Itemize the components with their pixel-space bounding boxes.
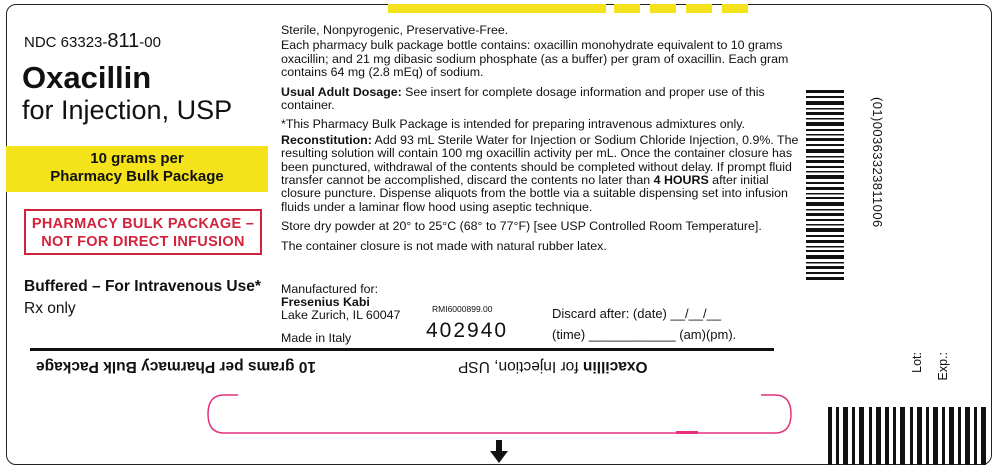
top-color-segment xyxy=(650,4,676,13)
divider-line xyxy=(30,348,774,351)
drug-name: Oxacillin xyxy=(22,60,152,95)
made-in: Made in Italy xyxy=(281,331,352,345)
ndc-number: NDC 63323-811-00 xyxy=(24,30,161,52)
buffered-statement: Buffered – For Intravenous Use* xyxy=(24,278,261,295)
top-color-segment xyxy=(686,4,712,13)
sterile-statement: Sterile, Nonpyrogenic, Preservative-Free. xyxy=(281,23,509,37)
drug-subtitle: for Injection, USP xyxy=(22,95,233,125)
warning-box xyxy=(24,209,262,255)
barcode-vertical xyxy=(806,90,844,280)
lot-number: 402940 xyxy=(426,319,509,342)
discard-time: (time) ____________ (am)(pm). xyxy=(552,327,737,342)
manufacturer-info xyxy=(281,283,400,322)
reconstitution-statement: Reconstitution: Add 93 mL Sterile Water for Injection or Sodium Chloride Injection, 0.9%. The resulting solution will contain 100 mg oxacillin activity per mL. Once the container closure has been punctured, withdrawal of the contents should be completed without delay. If prompt fluid transfer cannot be accomplished, discard the contents no later than 4 HOURS after initial closure puncture. Dispense aliquots from the bottle via a suitable dispensing set into infusion fluids under a laminar flow hood using aseptic technique. xyxy=(281,132,799,214)
warning-line-1: PHARMACY BULK PACKAGE – xyxy=(31,216,255,232)
flipped-strength: 10 grams per Pharmacy Bulk Package xyxy=(36,358,317,375)
manufacturer-label: Manufactured for: xyxy=(281,282,379,296)
manufacturer-address: Lake Zurich, IL 60047 xyxy=(281,308,401,322)
bulk-package-note: *This Pharmacy Bulk Package is intended for preparing intravenous admixtures only. xyxy=(281,117,745,132)
strength-line-2: Pharmacy Bulk Package xyxy=(50,168,224,185)
barcode-bottom xyxy=(828,407,992,465)
manufacturer-name: Fresenius Kabi xyxy=(281,295,370,309)
contents-statement: Each pharmacy bulk package bottle contains: oxacillin monohydrate equivalent to 10 grams oxacillin; and 21 mg dibasic sodium phosphate (as a buffer) per gram of oxacillin. Each gram contains 64 mg (2.8 mEq) of sodium. xyxy=(281,38,789,80)
tear-off-perforation xyxy=(206,393,793,435)
top-color-segment xyxy=(614,4,640,13)
dosage-statement: Usual Adult Dosage: See insert for complete dosage information and proper use of this container. xyxy=(281,84,765,113)
storage-statement: Store dry powder at 20° to 25°C (68° to 77°F) [see USP Controlled Room Temperature]. xyxy=(281,219,762,234)
barcode-number: (01)00363323811006 xyxy=(870,97,885,228)
label-body-text xyxy=(281,24,799,259)
top-color-segment xyxy=(722,4,748,13)
rx-only: Rx only xyxy=(24,300,76,317)
flipped-drug-name: Oxacillin for Injection, USP xyxy=(458,358,648,375)
strength-line-1: 10 grams per xyxy=(90,150,184,167)
latex-statement: The container closure is not made with natural rubber latex. xyxy=(281,238,607,253)
strength-box xyxy=(6,146,268,192)
lot-code: RMI6000899.00 xyxy=(432,304,493,314)
exp-label: Exp.: xyxy=(936,352,950,381)
lot-label: Lot: xyxy=(910,352,924,373)
discard-date: Discard after: (date) __/__/__ xyxy=(552,306,722,321)
down-arrow-icon xyxy=(490,440,508,464)
top-color-bar xyxy=(388,4,606,13)
warning-line-2: NOT FOR DIRECT INFUSION xyxy=(41,234,245,250)
